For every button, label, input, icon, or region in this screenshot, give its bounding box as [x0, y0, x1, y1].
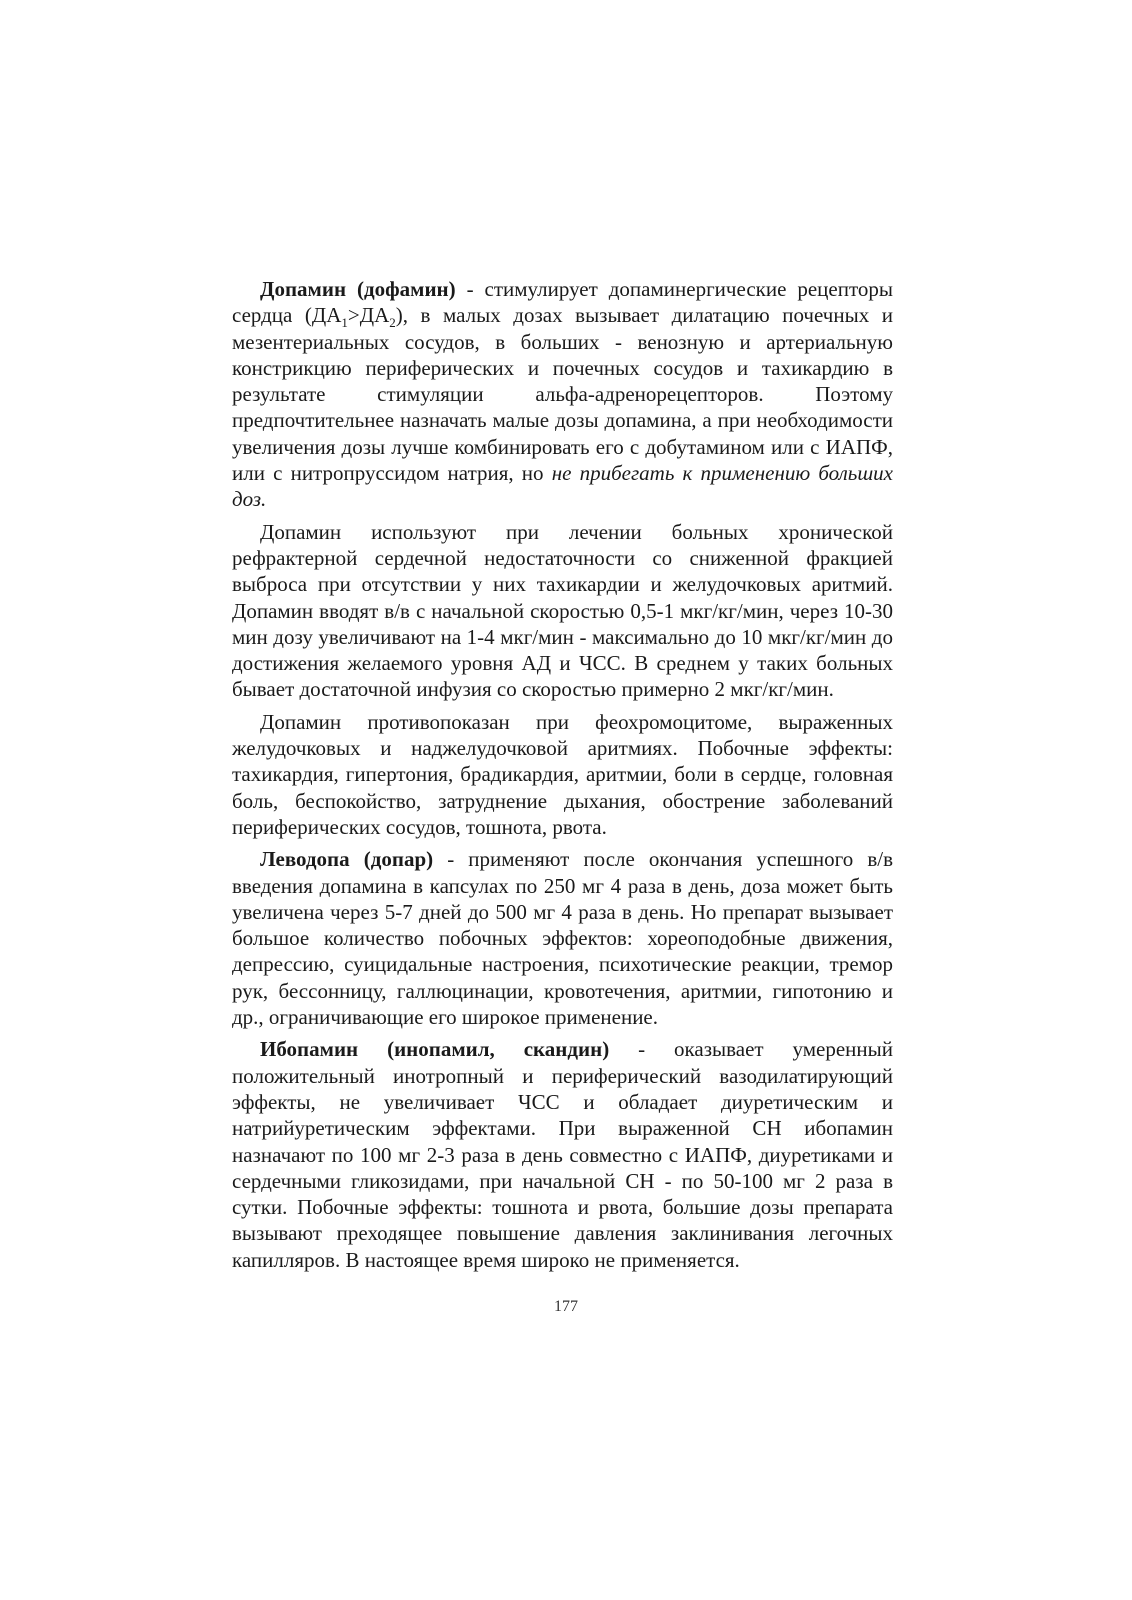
paragraph-text: >ДА [347, 303, 390, 328]
paragraph [232, 519, 893, 703]
page-number: 177 [554, 1298, 578, 1315]
emphasis-text: не прибегать к применению больших доз. [232, 461, 894, 512]
paragraph-text: - стимулирует допаминергические рецепторы сердца (ДА [232, 277, 893, 328]
paragraph-text: - применяют после окончания успешного в/в введения допамина в капсулах по 250 мг 4 раза в день, доза может быть увеличена через 5-7 дней до 500 мг 4 раза в день. Но препарат вызывает большое количество побочных эффектов: хореоподобные движения, депрессию, суицидальные настроения, психотические реакции, тремор рук, бессонницу, галлюцинации, кровотечения, аритмии, гипотонию и др., ограничивающие его широкое применение. [232, 847, 894, 1030]
paragraph-text: Допамин используют при лечении больных хронической рефрактерной сердечной недостаточности со сниженной фракцией выброса при отсутствии у них тахикардии и желудочковых аритмий. Допамин вводят в/в с начальной скоростью 0,5-1 мкг/кг/мин, через 10-30 мин дозу увеличивают на 1-4 мкг/мин - максимально до 10 мкг/кг/мин до достижения желаемого уровня АД и ЧСС. В среднем у таких больных бывает достаточной инфузия со скоростью примерно 2 мкг/кг/мин. [232, 519, 893, 702]
drug-name: Леводопа (допар) [260, 847, 434, 872]
paragraph-text: Допамин противопоказан при феохромоцитоме, выраженных желудочковых и наджелудочковой аритмиях. Побочные эффекты: тахикардия, гипертония, брадикардия, аритмии, боли в сердце, головная боль, беспокойство, затруднение дыхания, обострение заболеваний периферических сосудов, тошнота, рвота. [232, 709, 893, 839]
paragraph [232, 846, 893, 1030]
paragraph-text: ), в малых дозах вызывает дилатацию почечных и мезентериальных сосудов, в больших - венозную и артериальную констрикцию периферических и почечных сосудов и тахикардию в результате стимуляции альфа-адренорецепторов. Поэтому предпочтительнее назначать малые дозы допамина, а при необходимости увеличения дозы лучше комбинировать его с добутамином или с ИАПФ, или с нитропруссидом натрия, но [232, 303, 893, 486]
subscript: 1 [341, 315, 348, 331]
paragraph [232, 709, 893, 840]
paragraph [232, 276, 893, 513]
subscript: 2 [389, 315, 396, 331]
drug-name: Допамин (дофамин) [260, 277, 456, 301]
body-text [232, 276, 893, 1279]
paragraph [232, 1036, 893, 1273]
drug-name: Ибопамин (инопамил, скандин) [260, 1037, 610, 1062]
paragraph-text: - оказывает умеренный положительный инотропный и периферический вазодилатирующий эффекты, не увеличивает ЧСС и обладает диуретическим и натрийуретическим эффектами. При выраженной СН ибопамин назначают по 100 мг 2-3 раза в день совместно с ИАПФ, диуретиками и сердечными гликозидами, при начальной СН - по 50-100 мг 2 раза в сутки. Побочные эффекты: тошнота и рвота, большие дозы препарата вызывают преходящее повышение давления заклинивания легочных капилляров. В настоящее время широко не применяется. [232, 1037, 894, 1272]
